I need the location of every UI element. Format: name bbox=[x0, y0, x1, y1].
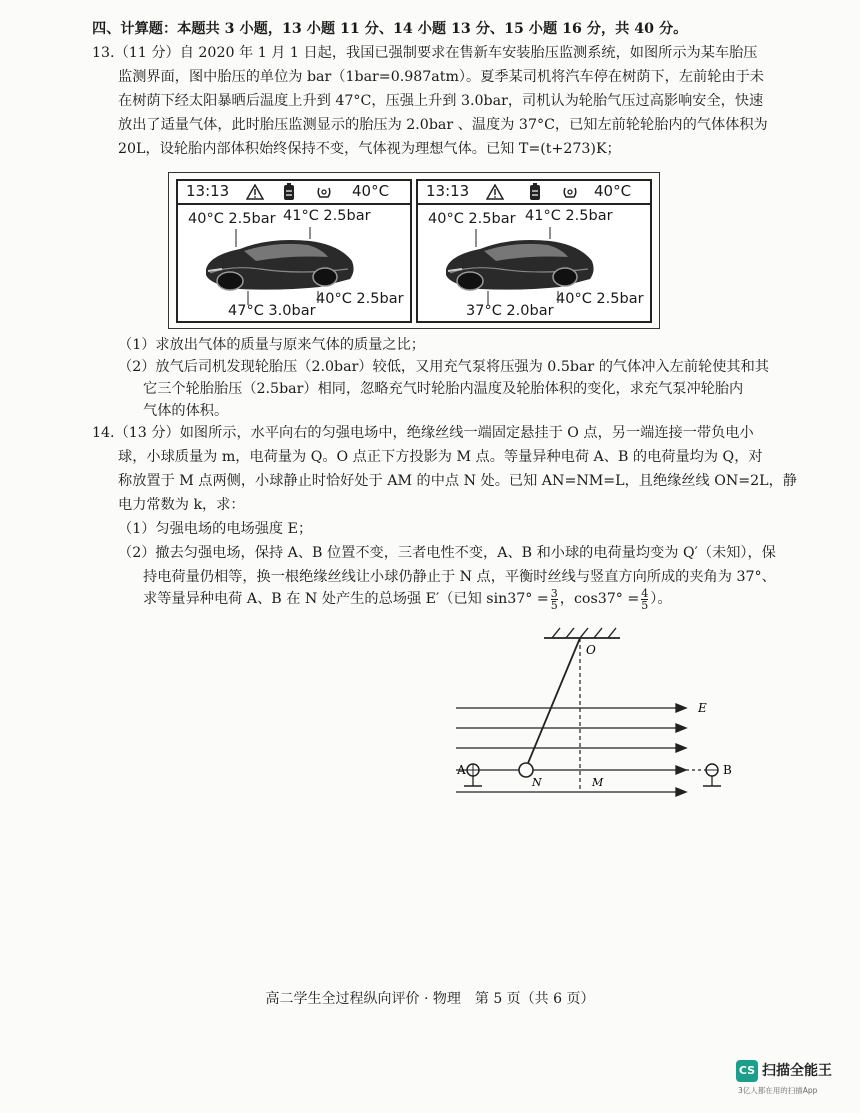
warning-icon bbox=[246, 184, 264, 200]
fraction-numerator: 4 bbox=[641, 586, 649, 600]
q14-line: 球，小球质量为 m，电荷量为 Q。O 点正下方投影为 M 点。等量异种电荷 A、B 的电荷量均为 Q，对 bbox=[118, 449, 763, 465]
tyre-rear-left: 37°C 2.0bar bbox=[466, 303, 554, 319]
ambient-temp: 40°C bbox=[594, 182, 632, 200]
tyre-rear-right: 40°C 2.5bar bbox=[316, 291, 404, 307]
tyre-pressure-icon bbox=[316, 184, 332, 200]
status-bar bbox=[418, 181, 650, 205]
fraction-denominator: 5 bbox=[641, 598, 649, 612]
clock-time: 13:13 bbox=[426, 182, 470, 200]
q13-line: 监测界面，图中胎压的单位为 bar（1bar=0.987atm）。夏季某司机将汽车停在树荫下，左前轮由于未 bbox=[118, 69, 764, 85]
scanner-watermark bbox=[736, 1058, 846, 1104]
car-image bbox=[440, 225, 600, 305]
charged-ball bbox=[519, 763, 533, 777]
q14-part-mid: ，cos37° = bbox=[559, 591, 640, 607]
label-b: B bbox=[723, 763, 732, 777]
electric-field-lines bbox=[456, 704, 686, 796]
q13-line: 20L，设轮胎内部体积始终保持不变，气体视为理想气体。已知 T=(t+273)K； bbox=[118, 141, 621, 157]
label-n: N bbox=[532, 776, 542, 789]
q14-part: 持电荷量仍相等，换一根绝缘丝线让小球仍静止于 N 点，平衡时丝线与竖直方向所成的夹角为 37°、 bbox=[143, 569, 776, 585]
fraction-denominator: 5 bbox=[550, 598, 558, 612]
q13-part: （1）求放出气体的质量与原来气体的质量之比； bbox=[118, 337, 425, 353]
label-m: M bbox=[592, 776, 604, 789]
tyre-front-left: 40°C 2.5bar bbox=[188, 211, 276, 227]
fraction-numerator: 3 bbox=[550, 586, 558, 600]
label-a: A bbox=[457, 763, 466, 777]
tyre-rear-left: 47°C 3.0bar bbox=[228, 303, 316, 319]
tyre-panel-after bbox=[416, 179, 652, 323]
battery-icon bbox=[282, 183, 296, 201]
q14-part-last bbox=[143, 584, 672, 614]
app-tagline: 3亿人都在用的扫描App bbox=[738, 1086, 818, 1095]
q14-part: （2）撤去匀强电场，保持 A、B 位置不变，三者电性不变，A、B 和小球的电荷量均变为 Q′（未知），保 bbox=[118, 545, 776, 561]
q13-line: 在树荫下经太阳暴晒后温度上升到 47°C，压强上升到 3.0bar，司机认为轮胎气压过高影响安全，快速 bbox=[118, 93, 764, 109]
sin-fraction bbox=[551, 588, 558, 611]
q14-line: 称放置于 M 点两侧，小球静止时恰好处于 AM 的中点 N 处。已知 AN=NM=L，且绝缘丝线 ON=2L，静 bbox=[118, 473, 797, 489]
label-o: O bbox=[586, 643, 596, 657]
q13-line: 13.（11 分）自 2020 年 1 月 1 日起，我国已强制要求在售新车安装胎压监测系统，如图所示为某车胎压 bbox=[92, 45, 758, 61]
cos-fraction bbox=[641, 588, 648, 611]
pendulum-field-diagram bbox=[440, 620, 760, 810]
q13-part: 它三个轮胎胎压（2.5bar）相同，忽略充气时轮胎内温度及轮胎体积的变化，求充气泵冲轮胎内 bbox=[143, 381, 744, 397]
tyre-front-right: 41°C 2.5bar bbox=[525, 208, 613, 224]
label-e: E bbox=[698, 701, 707, 715]
tyre-front-left: 40°C 2.5bar bbox=[428, 211, 516, 227]
q14-part-prefix: 求等量异种电荷 A、B 在 N 处产生的总场强 E′（已知 sin37° = bbox=[143, 591, 549, 607]
page-footer: 高二学生全过程纵向评价 · 物理 第 5 页（共 6 页） bbox=[265, 991, 595, 1007]
car-image bbox=[200, 225, 360, 305]
tyre-rear-right: 40°C 2.5bar bbox=[556, 291, 644, 307]
q13-part: 气体的体积。 bbox=[143, 403, 229, 419]
q14-part: （1）匀强电场的电场强度 E； bbox=[118, 521, 313, 537]
status-bar bbox=[178, 181, 410, 205]
tyre-pressure-icon bbox=[562, 184, 578, 200]
q13-part: （2）放气后司机发现轮胎压（2.0bar）较低，又用充气泵将压强为 0.5bar 的气体冲入左前轮使其和其 bbox=[118, 359, 769, 375]
app-name: 扫描全能王 bbox=[762, 1063, 832, 1079]
warning-icon bbox=[486, 184, 504, 200]
q14-line: 电力常数为 k，求： bbox=[118, 497, 245, 513]
clock-time: 13:13 bbox=[186, 182, 230, 200]
section-heading: 四、计算题：本题共 3 小题，13 小题 11 分、14 小题 13 分、15 小题 16 分，共 40 分。 bbox=[92, 21, 688, 37]
ceiling-hatch bbox=[552, 628, 616, 638]
q13-line: 放出了适量气体，此时胎压监测显示的胎压为 2.0bar 、温度为 37°C，已知左前轮轮胎内的气体体积为 bbox=[118, 117, 768, 133]
q14-part-suffix: ）。 bbox=[650, 591, 672, 607]
ambient-temp: 40°C bbox=[352, 182, 390, 200]
q14-line: 14.（13 分）如图所示，水平向右的匀强电场中，绝缘丝线一端固定悬挂于 O 点，另一端连接一带负电小 bbox=[92, 425, 754, 441]
tyre-panel-before bbox=[176, 179, 412, 323]
battery-icon bbox=[528, 183, 542, 201]
app-logo: CS bbox=[736, 1060, 758, 1082]
tyre-front-right: 41°C 2.5bar bbox=[283, 208, 371, 224]
